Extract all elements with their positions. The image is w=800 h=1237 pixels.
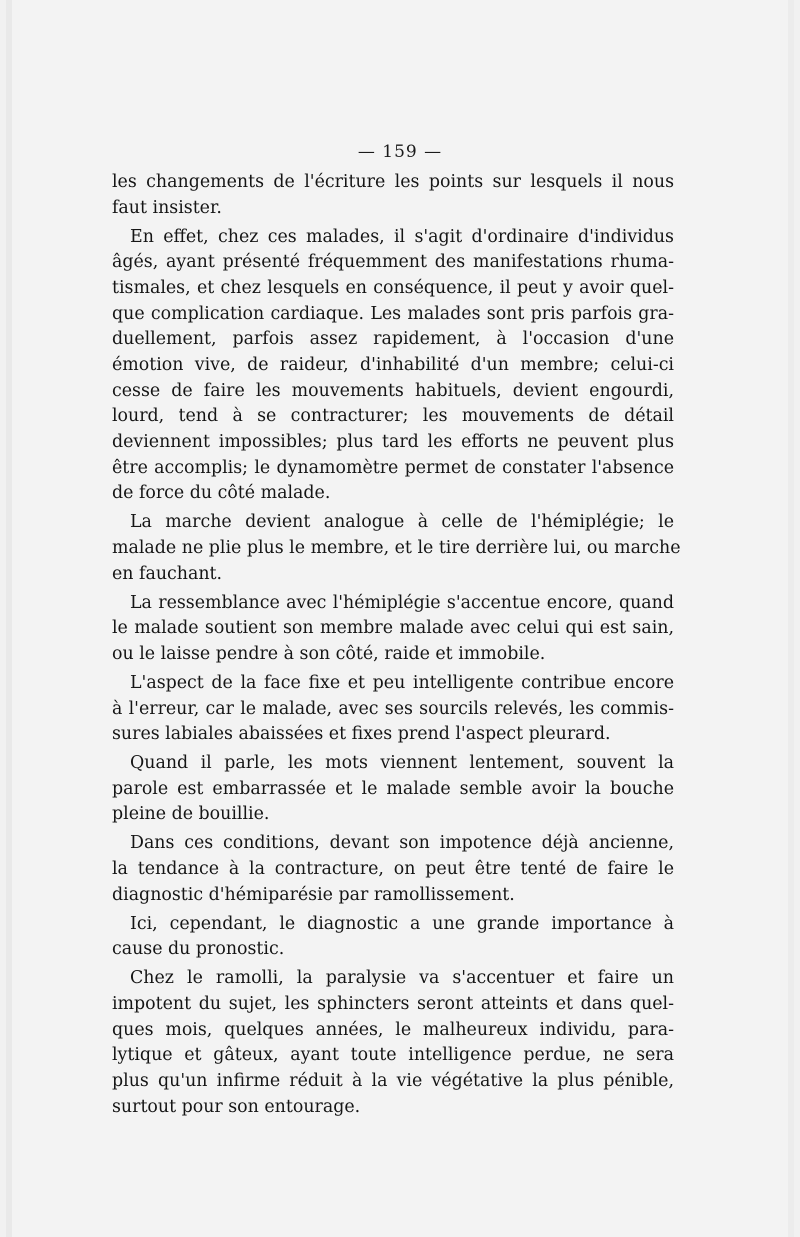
text-line: Chez le ramolli, la paralysie va s'accentuer et faire un [130,968,674,989]
text-line: faut insister. [112,197,222,218]
text-line: lourd, tend à se contracturer; les mouvements de détail [112,406,674,427]
text-line: Ici, cependant, le diagnostic a une grande importance à [130,913,674,934]
text-line: les changements de l'écriture les points sur lesquels il nous [112,172,674,192]
text-line: cause du pronostic. [112,939,285,960]
text-line: à l'erreur, car le malade, avec ses sourcils relevés, les commis- [112,698,674,719]
text-line: cesse de faire les mouvements habituels, devient engourdi, [112,380,674,401]
paragraph [112,510,681,587]
text-line: plus qu'un infirme réduit à la vie végétative la plus pénible, [112,1070,674,1091]
paragraph [112,966,674,1120]
text-line: deviennent impossibles; plus tard les efforts ne peuvent plus [112,432,674,453]
paragraph [112,170,674,221]
text-line: impotent du sujet, les sphincters seront atteints et dans quel- [112,993,674,1014]
text-line: La marche devient analogue à celle de l'hémiplégie; le [130,512,674,533]
page-number: — 159 — [357,142,443,162]
text-line: L'aspect de la face fixe et peu intelligente contribue encore [130,672,674,693]
text-line: La ressemblance avec l'hémiplégie s'accentue encore, quand [130,592,674,613]
text-line: parole est embarrassée et le malade semble avoir la bouche [112,778,674,799]
text-line: tismales, et chez lesquels en conséquence, il peut y avoir quel- [112,277,674,298]
text-line: de force du côté malade. [112,483,331,504]
text-line: lytique et gâteux, ayant toute intelligence perdue, ne sera [112,1045,674,1066]
paragraph [112,591,674,668]
text-line: duellement, parfois assez rapidement, à l'occasion d'une [112,329,674,350]
paragraph [112,831,674,908]
text-line: la tendance à la contracture, on peut être tenté de faire le [112,859,674,879]
text-line: pleine de bouillie. [112,804,270,825]
text-line: Dans ces conditions, devant son impotence déjà ancienne, [130,833,674,854]
page-right-edge [788,0,794,1237]
text-line: ques mois, quelques années, le malheureux individu, para- [112,1019,674,1040]
text-line: le malade soutient son membre malade avec celui qui est sain, [112,618,674,639]
body-text [112,170,681,1120]
text-line: ou le laisse pendre à son côté, raide et immobile. [112,643,546,664]
text-line: Quand il parle, les mots viennent lentement, souvent la [130,753,674,774]
paragraph [112,912,674,963]
paragraph [112,225,674,508]
text-line: sures labiales abaissées et fixes prend l'aspect pleurard. [112,724,611,745]
text-line: En effet, chez ces malades, il s'agit d'ordinaire d'individus [130,226,674,247]
text-line: émotion vive, de raideur, d'inhabilité d'un membre; celui-ci [112,355,674,375]
text-line: âgés, ayant présenté fréquemment des manifestations rhuma- [112,252,674,273]
text-line: en fauchant. [112,563,223,584]
text-line: diagnostic d'hémiparésie par ramollissement. [112,884,515,905]
page-left-edge [6,0,12,1237]
text-line: être accomplis; le dynamomètre permet de constater l'absence [112,457,674,478]
paragraph [112,671,674,748]
text-line: malade ne plie plus le membre, et le tire derrière lui, ou marche [112,538,681,558]
text-line: surtout pour son entourage. [112,1096,361,1117]
text-line: que complication cardiaque. Les malades sont pris parfois gra- [112,303,674,324]
paragraph [112,751,674,828]
